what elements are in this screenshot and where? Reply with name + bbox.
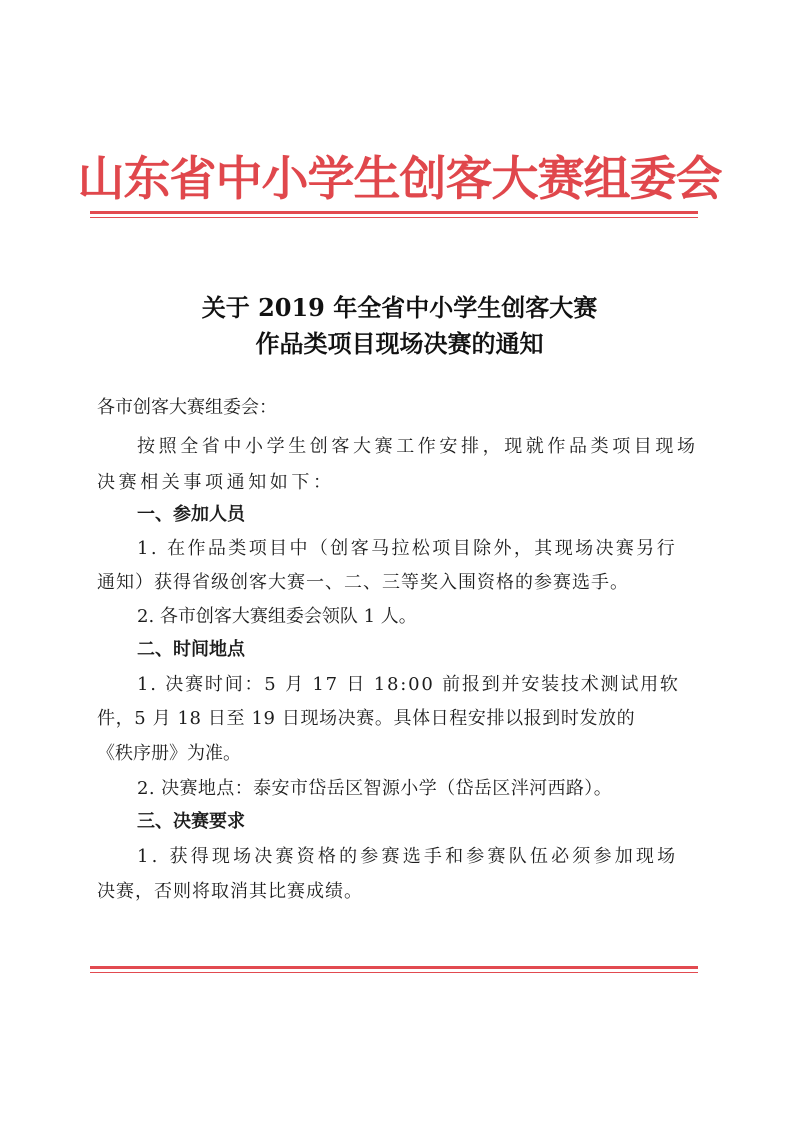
section-2-item-1-line-3: 《秩序册》为准。 — [97, 743, 241, 764]
section-2-item-1-line-1: 1. 决赛时间：5 月 17 日 18:00 前报到并安装技术测试用软 — [137, 674, 680, 695]
section-1-item-1-line-1: 1. 在作品类项目中（创客马拉松项目除外，其现场决赛另行 — [137, 538, 678, 559]
section-1-item-2: 2. 各市创客大赛组委会领队 1 人。 — [137, 606, 417, 627]
document-title — [0, 290, 799, 362]
document-title-line-2: 作品类项目现场决赛的通知 — [255, 329, 544, 358]
org-header-title: 山东省中小学生创客大赛组委会 — [77, 152, 722, 207]
salutation: 各市创客大赛组委会： — [97, 397, 277, 418]
header-red-rule — [90, 211, 698, 218]
section-3-heading: 三、决赛要求 — [137, 811, 245, 832]
section-2-item-1-line-2: 件，5 月 18 日至 19 日现场决赛。具体日程安排以报到时发放的 — [97, 708, 636, 729]
section-3-item-1-line-1: 1. 获得现场决赛资格的参赛选手和参赛队伍必须参加现场 — [137, 846, 679, 867]
section-1-item-1-line-2: 通知）获得省级创客大赛一、二、三等奖入围资格的参赛选手。 — [97, 572, 629, 593]
intro-line-2: 决赛相关事项通知如下： — [97, 472, 335, 493]
intro-line-1: 按照全省中小学生创客大赛工作安排，现就作品类项目现场 — [137, 436, 699, 457]
section-2-heading: 二、时间地点 — [137, 639, 245, 660]
section-3-item-1-line-2: 决赛，否则将取消其比赛成绩。 — [97, 881, 363, 902]
section-1-heading: 一、参加人员 — [137, 504, 245, 525]
document-title-line-1: 关于 2019 年全省中小学生创客大赛 — [201, 293, 598, 322]
footer-red-rule — [90, 966, 698, 973]
section-2-item-2: 2. 决赛地点：泰安市岱岳区智源小学（岱岳区泮河西路）。 — [137, 778, 613, 799]
